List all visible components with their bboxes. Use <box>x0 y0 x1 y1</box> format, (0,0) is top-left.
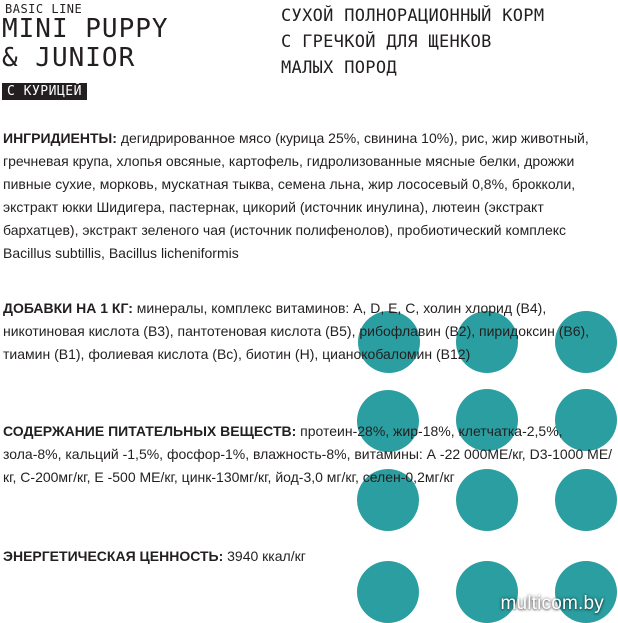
energy-label: ЭНЕРГЕТИЧЕСКАЯ ЦЕННОСТЬ: <box>3 548 224 564</box>
nutrients-label: СОДЕРЖАНИЕ ПИТАТЕЛЬНЫХ ВЕЩЕСТВ: <box>3 423 297 439</box>
product-description <box>281 3 616 81</box>
brand-line: BASIC LINE <box>5 2 83 16</box>
additives-text: минералы, комплекс витаминов: A, D, E, C, холин хлорид (B4), никотиновая кислота (B3), пантотеновая кислота (B5), рибофлавин (B2), пиридоксин (B6), тиамин (B1), фолиевая кислота (Bc), биотин (H), цианокобаломин (B12) <box>3 300 590 362</box>
energy-section <box>3 545 613 568</box>
ingredients-section <box>3 127 613 265</box>
flavor-badge: С КУРИЦЕЙ <box>2 83 87 100</box>
description-line1: СУХОЙ ПОЛНОРАЦИОННЫЙ КОРМ <box>281 6 545 26</box>
nutrients-text: протеин-28%, жир-18%, клетчатка-2,5%, зола-8%, кальций -1,5%, фосфор-1%, влажность-8%, витамины: А -22 000МЕ/кг, D3-1000 МЕ/кг, С-200мг/кг, Е -500 МЕ/кг, цинк-130мг/кг, йод-3,0 мг/кг, селен-0,2мг/кг <box>3 423 613 485</box>
dot <box>357 561 419 623</box>
nutrients-section <box>3 420 613 489</box>
product-name <box>2 15 169 73</box>
additives-section <box>3 297 613 366</box>
ingredients-text: дегидрированное мясо (курица 25%, свинина 10%), рис, жир животный, гречневая крупа, хлопья овсяные, картофель, гидролизованные мясные белки, дрожжи пивные сухие, морковь, мускатная тыква, семена льна, жир лососевый 0,8%, брокколи, экстракт юкки Шидигера, пастернак, цикорий (источник инулина), лютеин (экстракт бархатцев), экстракт зеленого чая (источник полифенолов), пробиотический комплекс Bacillus subtillis, Bacillus licheniformis <box>3 130 589 261</box>
ingredients-label: ИНГРИДИЕНТЫ: <box>3 130 117 146</box>
energy-text: 3940 ккал/кг <box>227 548 306 564</box>
description-line3: МАЛЫХ ПОРОД <box>281 58 397 78</box>
product-name-line1: MINI PUPPY <box>2 14 169 44</box>
watermark: multicom.by <box>500 593 604 614</box>
additives-label: ДОБАВКИ НА 1 КГ: <box>3 300 133 316</box>
description-line2: С ГРЕЧКОЙ ДЛЯ ЩЕНКОВ <box>281 32 492 52</box>
product-name-line2: & JUNIOR <box>2 43 136 73</box>
